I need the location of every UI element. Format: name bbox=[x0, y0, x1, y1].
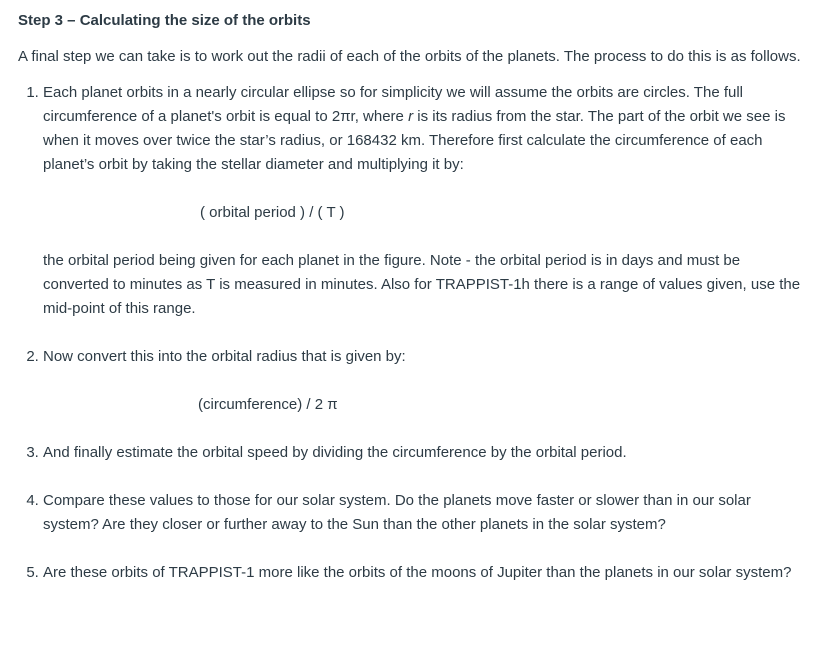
step-item-3 bbox=[43, 441, 806, 465]
step-4-text: 4. Compare these values to those for our solar system. Do the planets move faster or slower than in our solar system? Are they closer or further away to the Sun than the other planets in the solar system? bbox=[43, 492, 751, 533]
step-item-1 bbox=[43, 81, 806, 321]
step-1-text-part-a: Each planet orbits in a nearly circular ellipse so for simplicity we will assume the orbits are circles. The full circumference of a planet's orbit is equal to 2πr, where bbox=[43, 84, 743, 125]
step-item-5 bbox=[43, 561, 806, 585]
page-title: Step 3 – Calculating the size of the orbits bbox=[18, 12, 311, 29]
step-1-followup: the orbital period being given for each planet in the figure. Note - the orbital period is in days and must be converted to minutes as T is measured in minutes. Also for TRAPPIST-1h there is a range of values given, use the mid-point of this range. bbox=[43, 252, 801, 317]
step-1-text-part-b: is its radius from the star. The part of the orbit we see is when it moves over twice the star’s radius, or 168432 km. Therefore first calculate the circumference of each planet’s orbit by taking the stellar diameter and multiplying it by: bbox=[43, 108, 786, 173]
step-1-text bbox=[43, 81, 806, 177]
steps-list bbox=[18, 81, 806, 585]
step-item-4 bbox=[43, 489, 806, 537]
period-ratio-formula: ( orbital period ) / ( T ) bbox=[200, 204, 345, 221]
radius-formula: (circumference) / 2 π bbox=[198, 396, 338, 413]
step-3-text: 3. And finally estimate the orbital speed by dividing the circumference by the orbital period. bbox=[43, 444, 627, 461]
step-5-text: 5. Are these orbits of TRAPPIST-1 more like the orbits of the moons of Jupiter than the planets in our solar system? bbox=[43, 564, 792, 581]
radius-variable: r bbox=[408, 108, 414, 125]
intro-paragraph: A final step we can take is to work out the radii of each of the orbits of the planets. The process to do this is as follows. bbox=[18, 48, 801, 65]
step-2-text: 2. Now convert this into the orbital radius that is given by: bbox=[43, 348, 406, 365]
step-item-2 bbox=[43, 345, 806, 417]
